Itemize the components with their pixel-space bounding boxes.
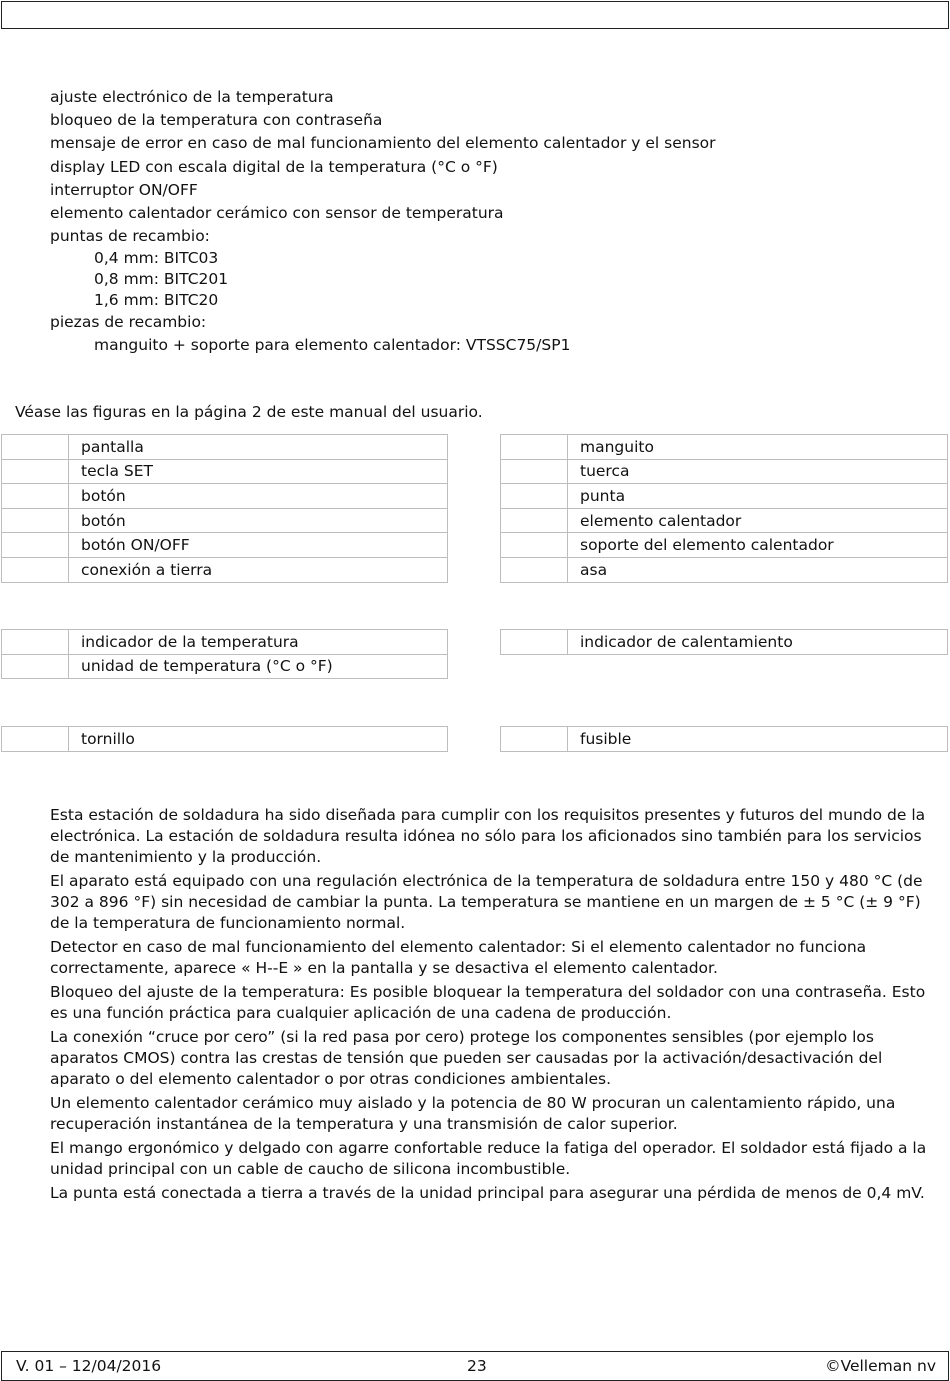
footer-page-number: 23 <box>467 1357 487 1375</box>
footer <box>1 1351 949 1381</box>
row-number-cell <box>2 435 69 460</box>
table-row <box>501 508 948 533</box>
part-label: indicador de calentamiento <box>568 630 948 655</box>
feature-subitem: 0,8 mm: BITC201 <box>94 270 229 289</box>
row-number-cell <box>501 484 568 509</box>
part-label: tornillo <box>69 727 448 752</box>
description-paragraph: El mango ergonómico y delgado con agarre confortable reduce la fatiga del operador. El soldador está fijado a la unidad principal con un cable de caucho de silicona incombustible. <box>50 1139 927 1178</box>
part-label: fusible <box>568 727 948 752</box>
part-label: unidad de temperatura (°C o °F) <box>69 654 448 679</box>
part-label: botón ON/OFF <box>69 533 448 558</box>
table-row <box>2 533 448 558</box>
part-label: indicador de la temperatura <box>69 630 448 655</box>
feature-item: display LED con escala digital de la temperatura (°C o °F) <box>50 157 498 176</box>
row-number-cell <box>2 459 69 484</box>
feature-subitem: 0,4 mm: BITC03 <box>94 249 219 268</box>
description-paragraph: La conexión “cruce por cero” (si la red pasa por cero) protege los componentes sensibles (por ejemplo los aparatos CMOS) contra las crestas de tensión que pueden ser causadas por la activación/desactivación del aparato o del elemento calentador o por otras condiciones ambientales. <box>50 1028 883 1088</box>
feature-subitem: 1,6 mm: BITC20 <box>94 291 219 310</box>
figure-reference: Véase las figuras en la página 2 de este manual del usuario. <box>15 403 483 421</box>
table-row <box>2 630 448 655</box>
feature-item: mensaje de error en caso de mal funcionamiento del elemento calentador y el sensor <box>50 134 716 153</box>
row-number-cell <box>2 508 69 533</box>
row-number-cell <box>2 533 69 558</box>
description <box>50 805 930 1207</box>
part-label: pantalla <box>69 435 448 460</box>
parts-table-left <box>1 434 448 583</box>
row-number-cell <box>501 533 568 558</box>
row-number-cell <box>2 557 69 582</box>
row-number-cell <box>501 630 568 655</box>
feature-list <box>50 86 716 356</box>
display-table-left <box>1 629 448 679</box>
row-number-cell <box>2 727 69 752</box>
table-row <box>501 484 948 509</box>
feature-item: interruptor ON/OFF <box>50 180 198 199</box>
row-number-cell <box>501 727 568 752</box>
part-label: manguito <box>568 435 948 460</box>
part-label: punta <box>568 484 948 509</box>
row-number-cell <box>2 630 69 655</box>
feature-item: piezas de recambio: <box>50 313 207 332</box>
part-label: conexión a tierra <box>69 557 448 582</box>
table-row <box>501 435 948 460</box>
part-label: soporte del elemento calentador <box>568 533 948 558</box>
part-label: tuerca <box>568 459 948 484</box>
table-row <box>2 508 448 533</box>
description-paragraph: Detector en caso de mal funcionamiento del elemento calentador: Si el elemento calentador no funciona correctamente, aparece « H--E » en la pantalla y se desactiva el elemento calentador. <box>50 938 867 977</box>
part-label: asa <box>568 557 948 582</box>
feature-item: puntas de recambio: <box>50 227 210 246</box>
part-label: tecla SET <box>69 459 448 484</box>
bottom-table-right <box>500 726 948 752</box>
table-row <box>2 727 448 752</box>
table-row <box>501 630 948 655</box>
row-number-cell <box>501 459 568 484</box>
description-paragraph: La punta está conectada a tierra a través de la unidad principal para asegurar una pérdida de menos de 0,4 mV. <box>50 1184 925 1202</box>
footer-version: V. 01 – 12/04/2016 <box>16 1357 162 1375</box>
table-row <box>2 435 448 460</box>
feature-item: elemento calentador cerámico con sensor de temperatura <box>50 204 504 223</box>
row-number-cell <box>501 557 568 582</box>
row-number-cell <box>501 435 568 460</box>
row-number-cell <box>2 654 69 679</box>
table-row <box>2 654 448 679</box>
table-row <box>501 557 948 582</box>
table-row <box>501 533 948 558</box>
table-row <box>2 459 448 484</box>
display-table-right <box>500 629 948 655</box>
table-row <box>501 459 948 484</box>
feature-item: bloqueo de la temperatura con contraseña <box>50 111 383 130</box>
part-label: botón <box>69 484 448 509</box>
bottom-table-left <box>1 726 448 752</box>
row-number-cell <box>501 508 568 533</box>
description-paragraph: Un elemento calentador cerámico muy aislado y la potencia de 80 W procuran un calentamiento rápido, una recuperación instantánea de la temperatura y una transmisión de calor superior. <box>50 1094 896 1133</box>
table-row <box>2 557 448 582</box>
description-paragraph: Bloqueo del ajuste de la temperatura: Es posible bloquear la temperatura del soldador con una contraseña. Esto es una función práctica para cualquier aplicación de una cadena de producción. <box>50 983 926 1022</box>
parts-table-right <box>500 434 948 583</box>
footer-copyright: ©Velleman nv <box>825 1357 936 1375</box>
description-paragraph: El aparato está equipado con una regulación electrónica de la temperatura de soldadura entre 150 y 480 °C (de 302 a 896 °F) sin necesidad de cambiar la punta. La temperatura se mantiene en un margen de ± 5 °C (± 9 °F) de la temperatura de funcionamiento normal. <box>50 872 923 932</box>
part-label: botón <box>69 508 448 533</box>
table-row <box>501 727 948 752</box>
row-number-cell <box>2 484 69 509</box>
table-row <box>2 484 448 509</box>
part-label: elemento calentador <box>568 508 948 533</box>
feature-item: ajuste electrónico de la temperatura <box>50 88 334 106</box>
feature-subitem: manguito + soporte para elemento calentador: VTSSC75/SP1 <box>94 335 571 354</box>
header-box <box>1 1 949 29</box>
description-paragraph: Esta estación de soldadura ha sido diseñada para cumplir con los requisitos presentes y futuros del mundo de la electrónica. La estación de soldadura resulta idónea no sólo para los aficionados sino también para los servicios de mantenimiento y la producción. <box>50 806 926 866</box>
